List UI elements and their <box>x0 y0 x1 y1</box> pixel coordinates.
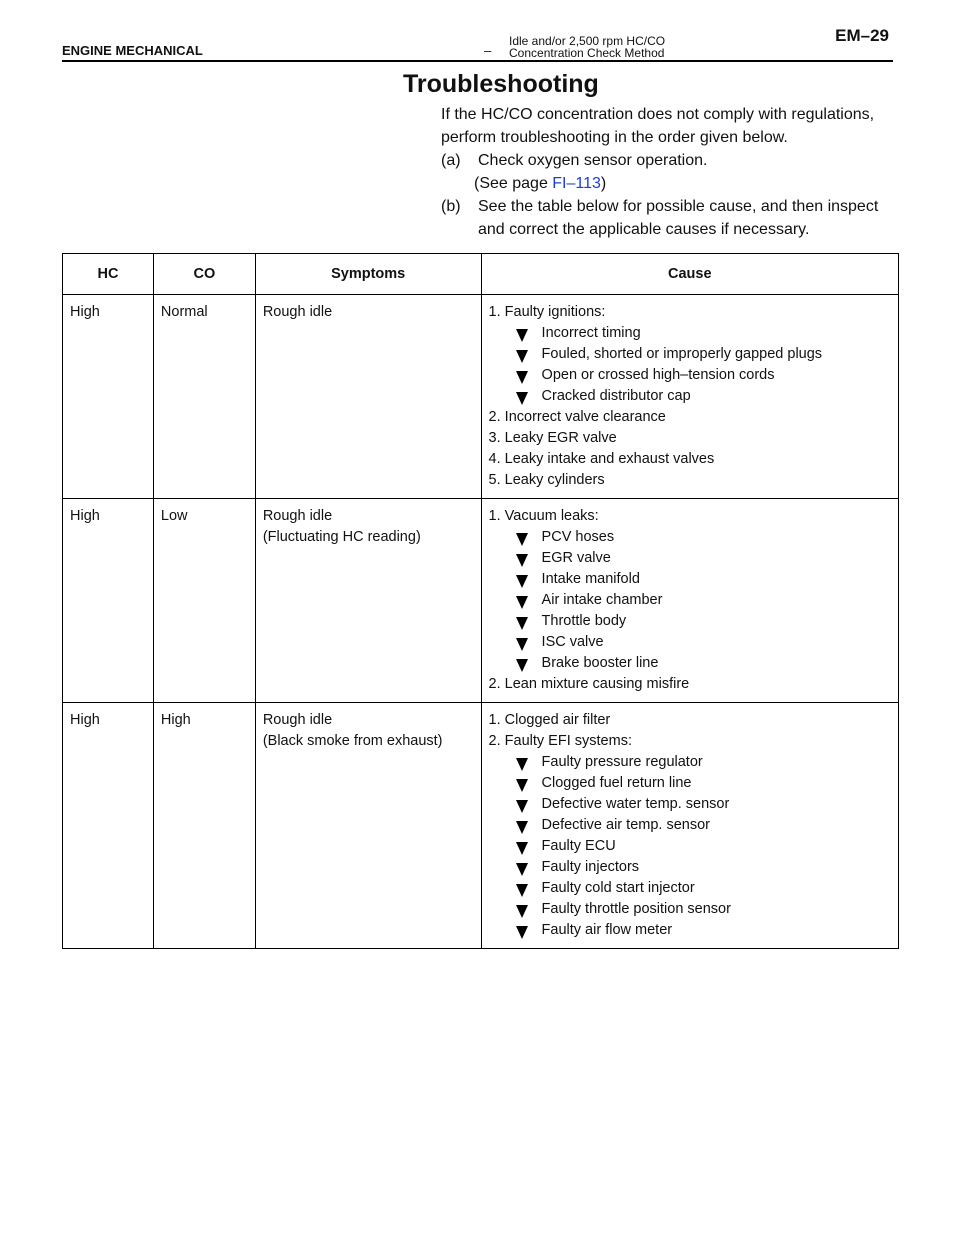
ref-prefix: (See page <box>474 175 553 192</box>
cause-subitem-text: ISC valve <box>541 634 604 650</box>
cause-subitem <box>489 773 891 794</box>
cause-subitem-text: Open or crossed high–tension cords <box>541 367 775 383</box>
cause-item: 2. Incorrect valve clearance <box>488 409 666 425</box>
step-label: (b) <box>441 198 461 215</box>
column-header-cause: Cause <box>481 254 898 295</box>
cause-subitem <box>489 752 891 773</box>
page-reference <box>441 172 903 195</box>
triangle-bullet-icon <box>516 905 528 918</box>
step-text: See the table below for possible cause, and then inspect and correct the applicable causes if necessary. <box>478 198 879 238</box>
page-title: Troubleshooting <box>403 70 599 98</box>
cause-item: 1. Vacuum leaks: <box>488 508 599 524</box>
triangle-bullet-icon <box>516 554 528 567</box>
triangle-bullet-icon <box>516 884 528 897</box>
page-number: EM–29 <box>835 26 889 45</box>
header-topic-line2: Concentration Check Method <box>509 46 665 60</box>
cause-subitem-text: Fouled, shorted or improperly gapped plugs <box>541 346 823 362</box>
cause-subitem-text: Faulty injectors <box>541 859 640 875</box>
ref-suffix: ) <box>600 175 607 192</box>
cause-subitem <box>489 857 891 878</box>
cause-item: 2. Faulty EFI systems: <box>488 733 632 749</box>
triangle-bullet-icon <box>516 659 528 672</box>
co-cell: Normal <box>153 295 255 499</box>
step-b <box>441 195 903 241</box>
cause-subitem-text: Faulty cold start injector <box>541 880 695 896</box>
triangle-bullet-icon <box>516 638 528 651</box>
column-header-co: CO <box>153 254 255 295</box>
cause-subitem-text: Air intake chamber <box>541 592 663 608</box>
step-text: Check oxygen sensor operation. <box>478 152 708 169</box>
cause-subitem <box>489 920 891 941</box>
step-a <box>441 149 903 172</box>
triangle-bullet-icon <box>516 371 528 384</box>
cause-subitem <box>489 344 891 365</box>
cause-item: 1. Clogged air filter <box>488 712 611 728</box>
cause-item: 2. Lean mixture causing misfire <box>488 676 690 692</box>
cause-subitem-text: Faulty pressure regulator <box>541 754 703 770</box>
triangle-bullet-icon <box>516 575 528 588</box>
cause-subitem <box>489 836 891 857</box>
triangle-bullet-icon <box>516 926 528 939</box>
triangle-bullet-icon <box>516 863 528 876</box>
symptom-note: (Black smoke from exhaust) <box>262 733 443 749</box>
symptom-text: Rough idle <box>262 712 333 728</box>
cause-item: 3. Leaky EGR valve <box>488 430 617 446</box>
cause-item: 4. Leaky intake and exhaust valves <box>488 451 715 467</box>
triangle-bullet-icon <box>516 800 528 813</box>
cause-subitem <box>489 611 891 632</box>
triangle-bullet-icon <box>516 617 528 630</box>
intro-text: If the HC/CO concentration does not comply with regulations, perform troubleshooting in the order given below. <box>441 106 875 146</box>
cause-cell <box>481 499 898 703</box>
cause-subitem-text: Cracked distributor cap <box>541 388 691 404</box>
page-header <box>62 28 893 62</box>
page-link[interactable]: FI–113 <box>552 175 601 192</box>
cause-subitem-text: PCV hoses <box>541 529 615 545</box>
cause-subitem <box>489 794 891 815</box>
cause-subitem-text: Defective water temp. sensor <box>541 796 730 812</box>
cause-subitem-text: Intake manifold <box>541 571 640 587</box>
cause-subitem-text: Defective air temp. sensor <box>541 817 710 833</box>
cause-subitem <box>489 386 891 407</box>
cause-subitem-text: EGR valve <box>541 550 611 566</box>
table-row <box>63 703 899 949</box>
cause-item: 1. Faulty ignitions: <box>488 304 606 320</box>
cause-subitem-text: Faulty ECU <box>541 838 616 854</box>
symptom-cell <box>255 703 481 949</box>
cause-subitem <box>489 878 891 899</box>
cause-subitem <box>489 548 891 569</box>
column-header-hc: HC <box>63 254 154 295</box>
intro-block <box>441 103 903 241</box>
cause-subitem-text: Faulty air flow meter <box>541 922 673 938</box>
cause-subitem <box>489 815 891 836</box>
step-label: (a) <box>441 152 461 169</box>
symptom-text: Rough idle <box>262 508 333 524</box>
triangle-bullet-icon <box>516 596 528 609</box>
cause-subitem-text: Brake booster line <box>541 655 659 671</box>
cause-subitem <box>489 590 891 611</box>
header-separator: – <box>484 43 492 58</box>
cause-subitem <box>489 899 891 920</box>
triangle-bullet-icon <box>516 350 528 363</box>
cause-cell <box>481 295 898 499</box>
table-row <box>63 295 899 499</box>
column-header-symptoms: Symptoms <box>255 254 481 295</box>
cause-subitem <box>489 569 891 590</box>
symptom-cell <box>255 295 481 499</box>
triangle-bullet-icon <box>516 821 528 834</box>
cause-subitem <box>489 653 891 674</box>
symptom-note: (Fluctuating HC reading) <box>262 529 421 545</box>
section-title: ENGINE MECHANICAL <box>62 43 203 58</box>
hc-cell: High <box>63 703 154 949</box>
co-cell: High <box>153 703 255 949</box>
cause-subitem <box>489 632 891 653</box>
table-row <box>63 499 899 703</box>
table-header-row <box>63 254 899 295</box>
triangle-bullet-icon <box>516 758 528 771</box>
hc-cell: High <box>63 499 154 703</box>
triangle-bullet-icon <box>516 779 528 792</box>
cause-subitem <box>489 527 891 548</box>
cause-subitem-text: Incorrect timing <box>541 325 641 341</box>
triangle-bullet-icon <box>516 533 528 546</box>
cause-subitem-text: Throttle body <box>541 613 627 629</box>
cause-subitem <box>489 365 891 386</box>
cause-subitem <box>489 323 891 344</box>
triangle-bullet-icon <box>516 842 528 855</box>
symptom-text: Rough idle <box>262 304 333 320</box>
header-topic-line1: Idle and/or 2,500 rpm HC/CO <box>509 34 666 48</box>
cause-cell <box>481 703 898 949</box>
symptom-cell <box>255 499 481 703</box>
cause-item: 5. Leaky cylinders <box>488 472 605 488</box>
co-cell: Low <box>153 499 255 703</box>
triangle-bullet-icon <box>516 392 528 405</box>
cause-subitem-text: Clogged fuel return line <box>541 775 692 791</box>
cause-subitem-text: Faulty throttle position sensor <box>541 901 731 917</box>
hc-cell: High <box>63 295 154 499</box>
troubleshooting-table <box>62 253 899 949</box>
header-topic <box>509 35 665 59</box>
triangle-bullet-icon <box>516 329 528 342</box>
